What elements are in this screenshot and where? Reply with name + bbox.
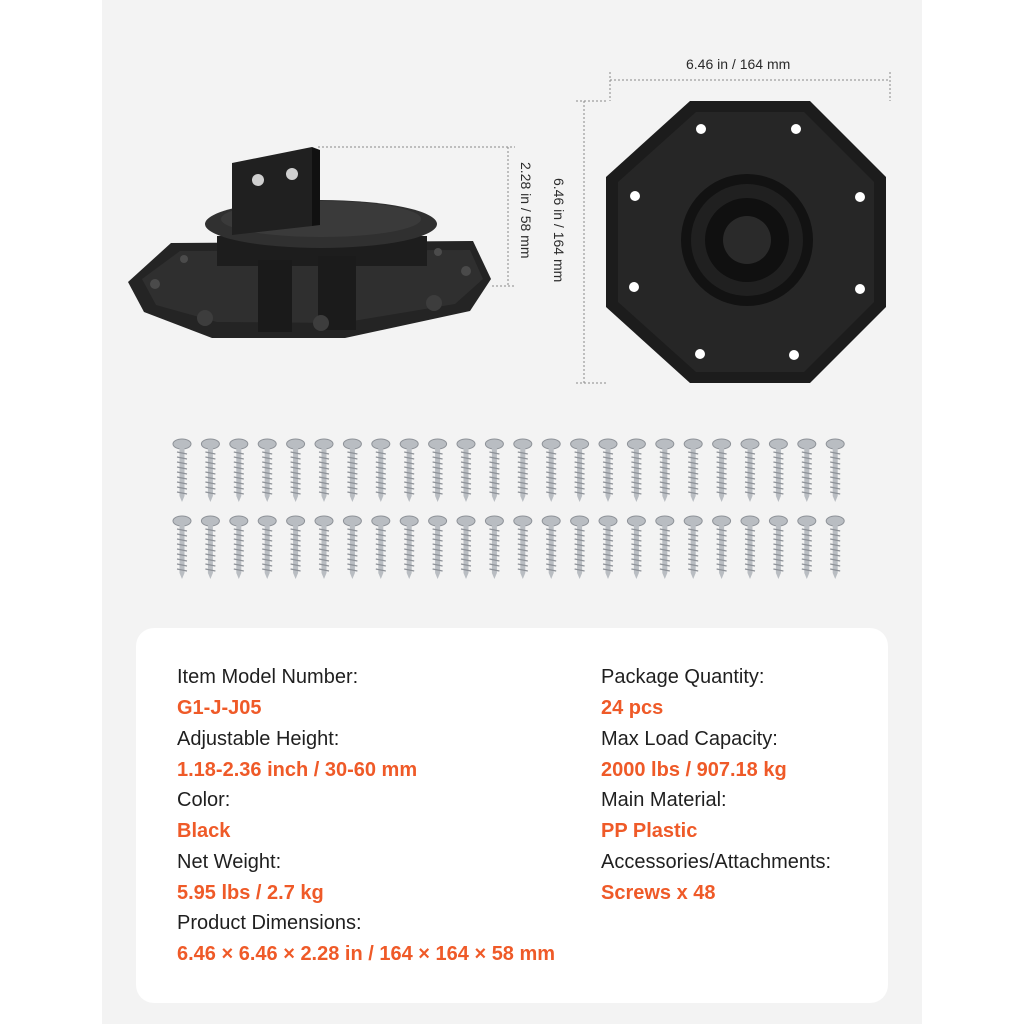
screw-icon — [656, 439, 674, 502]
screw-icon — [514, 439, 532, 502]
screw-icon — [343, 439, 361, 502]
pedestal-top-view — [606, 101, 886, 383]
base-width-label: 6.46 in / 164 mm — [686, 56, 791, 72]
screw-icon — [826, 516, 844, 579]
net-weight-label: Net Weight: — [177, 851, 282, 873]
adjustable-height-value: 1.18-2.36 inch / 30-60 mm — [177, 759, 418, 781]
screw-icon — [656, 516, 674, 579]
screws-illustration — [173, 439, 844, 579]
screw-icon — [798, 439, 816, 502]
screw-icon — [599, 439, 617, 502]
screw-icon — [457, 439, 475, 502]
screw-icon — [201, 516, 219, 579]
screw-icon — [343, 516, 361, 579]
specifications-card — [136, 628, 888, 1003]
screw-icon — [372, 516, 390, 579]
screw-icon — [542, 439, 560, 502]
screw-icon — [201, 439, 219, 502]
screw-icon — [571, 516, 589, 579]
screw-icon — [713, 516, 731, 579]
accessories-value: Screws x 48 — [601, 882, 716, 904]
screw-icon — [485, 516, 503, 579]
screw-icon — [315, 516, 333, 579]
base-depth-label: 6.46 in / 164 mm — [551, 178, 567, 283]
screw-icon — [173, 439, 191, 502]
screw-icon — [457, 516, 475, 579]
package-quantity-value: 24 pcs — [601, 697, 664, 719]
screw-icon — [258, 516, 276, 579]
color-label: Color: — [177, 789, 231, 811]
screw-icon — [287, 439, 305, 502]
screw-icon — [571, 439, 589, 502]
main-material-label: Main Material: — [601, 789, 727, 811]
screw-icon — [713, 439, 731, 502]
screw-icon — [372, 439, 390, 502]
pedestal-side-view — [128, 147, 491, 338]
screw-icon — [769, 439, 787, 502]
screw-icon — [429, 439, 447, 502]
screw-icon — [287, 516, 305, 579]
screw-icon — [400, 439, 418, 502]
accessories-label: Accessories/Attachments: — [601, 851, 832, 873]
screw-icon — [258, 439, 276, 502]
screw-icon — [741, 516, 759, 579]
package-quantity-label: Package Quantity: — [601, 666, 765, 688]
screw-icon — [514, 516, 532, 579]
screw-icon — [684, 516, 702, 579]
max-load-capacity-value: 2000 lbs / 907.18 kg — [601, 759, 787, 781]
screw-icon — [485, 439, 503, 502]
screw-icon — [826, 439, 844, 502]
product-dimensions-label: Product Dimensions: — [177, 912, 362, 934]
screw-icon — [315, 439, 333, 502]
screw-icon — [542, 516, 560, 579]
screw-icon — [627, 516, 645, 579]
screw-icon — [741, 439, 759, 502]
net-weight-value: 5.95 lbs / 2.7 kg — [177, 882, 324, 904]
screw-icon — [230, 516, 248, 579]
adjustable-height-label: Adjustable Height: — [177, 728, 340, 750]
screw-icon — [230, 439, 248, 502]
screw-icon — [627, 439, 645, 502]
screw-icon — [173, 516, 191, 579]
screw-icon — [400, 516, 418, 579]
screw-icon — [429, 516, 447, 579]
screw-icon — [684, 439, 702, 502]
product-dimensions-value: 6.46 × 6.46 × 2.28 in / 164 × 164 × 58 mm — [177, 943, 556, 965]
screw-icon — [798, 516, 816, 579]
item-model-number-value: G1-J-J05 — [177, 697, 262, 719]
screw-icon — [769, 516, 787, 579]
color-value: Black — [177, 820, 231, 842]
max-load-capacity-label: Max Load Capacity: — [601, 728, 778, 750]
pedestal-height-label: 2.28 in / 58 mm — [518, 162, 534, 259]
main-material-value: PP Plastic — [601, 820, 698, 842]
item-model-number-label: Item Model Number: — [177, 666, 359, 688]
screw-icon — [599, 516, 617, 579]
